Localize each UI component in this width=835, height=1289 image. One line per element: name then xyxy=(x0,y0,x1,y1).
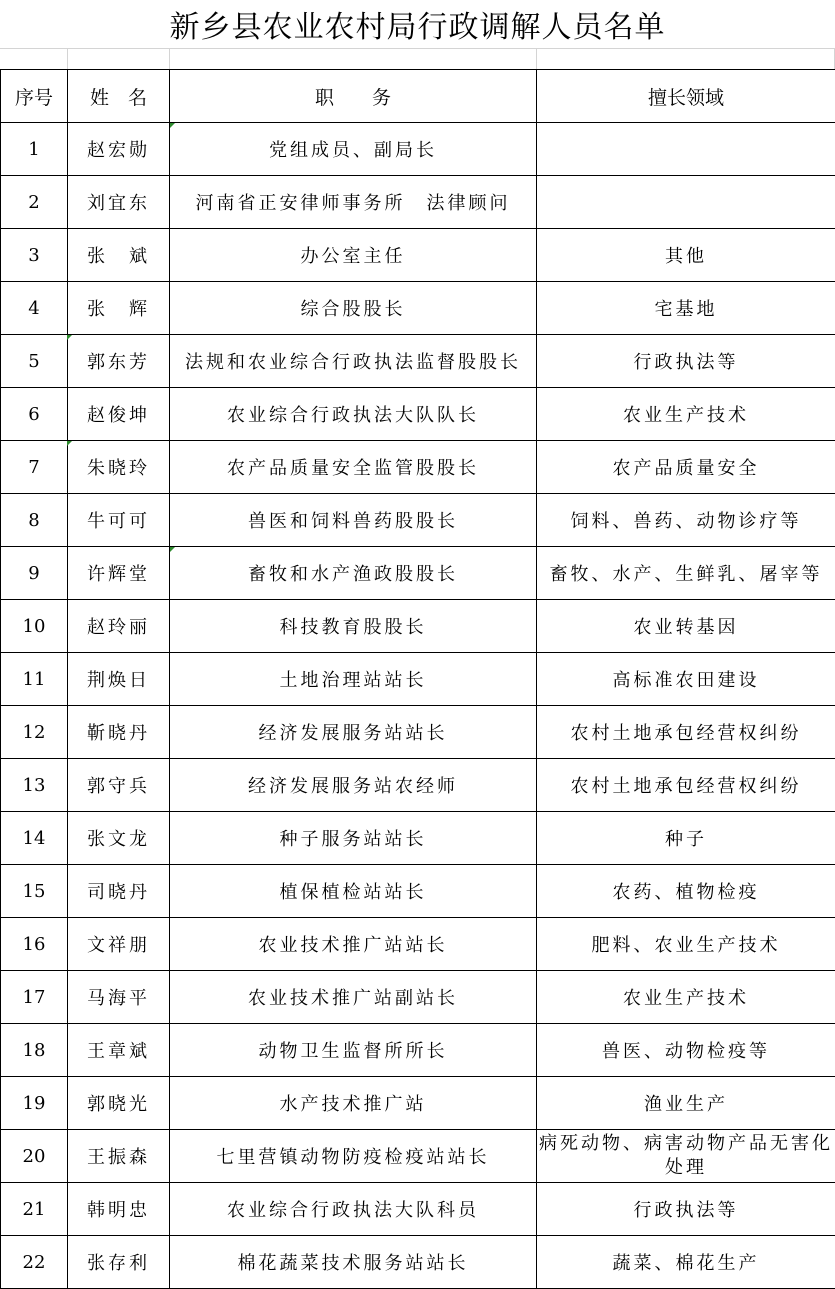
cell-seq: 14 xyxy=(1,812,68,865)
table-row xyxy=(1,229,835,282)
cell-position: 综合股股长 xyxy=(170,282,537,335)
cell-position: 办公室主任 xyxy=(170,229,537,282)
cell-seq: 16 xyxy=(1,918,68,971)
cell-expertise: 高标准农田建设 xyxy=(537,653,835,706)
header-seq: 序号 xyxy=(1,70,68,123)
table-row xyxy=(1,282,835,335)
cell-expertise: 行政执法等 xyxy=(537,335,835,388)
cell-expertise: 农药、植物检疫 xyxy=(537,865,835,918)
cell-expertise: 农业生产技术 xyxy=(537,971,835,1024)
cell-expertise: 农村土地承包经营权纠纷 xyxy=(537,759,835,812)
cell-expertise: 农业转基因 xyxy=(537,600,835,653)
cell-name: 张文龙 xyxy=(68,812,170,865)
cell-seq: 3 xyxy=(1,229,68,282)
table-row xyxy=(1,388,835,441)
cell-name: 马海平 xyxy=(68,971,170,1024)
cell-position: 经济发展服务站站长 xyxy=(170,706,537,759)
cell-position: 法规和农业综合行政执法监督股股长 xyxy=(170,335,537,388)
cell-name: 王章斌 xyxy=(68,1024,170,1077)
table-row xyxy=(1,918,835,971)
cell-seq: 11 xyxy=(1,653,68,706)
table-row xyxy=(1,865,835,918)
cell-seq: 8 xyxy=(1,494,68,547)
cell-expertise: 农产品质量安全 xyxy=(537,441,835,494)
cell-expertise: 行政执法等 xyxy=(537,1183,835,1236)
cell-position: 动物卫生监督所所长 xyxy=(170,1024,537,1077)
cell-expertise: 肥料、农业生产技术 xyxy=(537,918,835,971)
table-row xyxy=(1,1183,835,1236)
header-position: 职 务 xyxy=(170,70,537,123)
table-row xyxy=(1,1130,835,1183)
cell-position: 水产技术推广站 xyxy=(170,1077,537,1130)
cell-position: 党组成员、副局长 xyxy=(170,123,537,176)
cell-seq: 12 xyxy=(1,706,68,759)
cell-comment-marker xyxy=(170,547,175,552)
table-row xyxy=(1,1236,835,1289)
cell-seq: 6 xyxy=(1,388,68,441)
cell-name: 王振森 xyxy=(68,1130,170,1183)
cell-comment-marker xyxy=(67,441,72,446)
cell-position: 农业综合行政执法大队队长 xyxy=(170,388,537,441)
table-row xyxy=(1,123,835,176)
table-row xyxy=(1,653,835,706)
cell-seq: 21 xyxy=(1,1183,68,1236)
cell-position: 农业综合行政执法大队科员 xyxy=(170,1183,537,1236)
page-title: 新乡县农业农村局行政调解人员名单 xyxy=(169,10,666,45)
cell-seq: 19 xyxy=(1,1077,68,1130)
cell-position: 种子服务站站长 xyxy=(170,812,537,865)
table-row xyxy=(1,812,835,865)
cell-expertise: 农业生产技术 xyxy=(537,388,835,441)
cell-expertise: 病死动物、病害动物产品无害化处理 xyxy=(537,1130,835,1183)
cell-name: 张 斌 xyxy=(68,229,170,282)
table-row xyxy=(1,1024,835,1077)
cell-position: 河南省正安律师事务所 法律顾问 xyxy=(170,176,537,229)
cell-seq: 13 xyxy=(1,759,68,812)
cell-position: 兽医和饲料兽药股股长 xyxy=(170,494,537,547)
cell-position: 科技教育股股长 xyxy=(170,600,537,653)
cell-name: 靳晓丹 xyxy=(68,706,170,759)
header-expertise: 擅长领域 xyxy=(537,70,835,123)
cell-seq: 1 xyxy=(1,123,68,176)
header-name: 姓 名 xyxy=(68,70,170,123)
cell-name: 赵玲丽 xyxy=(68,600,170,653)
cell-position: 农业技术推广站副站长 xyxy=(170,971,537,1024)
table-row xyxy=(1,176,835,229)
cell-expertise xyxy=(537,123,835,176)
cell-expertise: 农村土地承包经营权纠纷 xyxy=(537,706,835,759)
cell-position: 畜牧和水产渔政股股长 xyxy=(170,547,537,600)
table-row xyxy=(1,759,835,812)
cell-name: 张 辉 xyxy=(68,282,170,335)
cell-position: 农业技术推广站站长 xyxy=(170,918,537,971)
cell-seq: 2 xyxy=(1,176,68,229)
cell-expertise: 渔业生产 xyxy=(537,1077,835,1130)
cell-seq: 9 xyxy=(1,547,68,600)
table-row xyxy=(1,441,835,494)
cell-name: 文祥朋 xyxy=(68,918,170,971)
cell-comment-marker xyxy=(67,335,72,340)
table-row xyxy=(1,706,835,759)
cell-expertise xyxy=(537,176,835,229)
cell-name: 司晓丹 xyxy=(68,865,170,918)
cell-name: 郭东芳 xyxy=(68,335,170,388)
cell-position: 植保植检站站长 xyxy=(170,865,537,918)
cell-name: 牛可可 xyxy=(68,494,170,547)
cell-comment-marker xyxy=(170,123,175,128)
table-row xyxy=(1,971,835,1024)
cell-expertise: 宅基地 xyxy=(537,282,835,335)
table-row xyxy=(1,547,835,600)
cell-seq: 18 xyxy=(1,1024,68,1077)
table-row xyxy=(1,494,835,547)
cell-seq: 20 xyxy=(1,1130,68,1183)
cell-seq: 22 xyxy=(1,1236,68,1289)
cell-seq: 4 xyxy=(1,282,68,335)
cell-name: 郭守兵 xyxy=(68,759,170,812)
cell-seq: 17 xyxy=(1,971,68,1024)
table-row xyxy=(1,1077,835,1130)
cell-position: 农产品质量安全监管股股长 xyxy=(170,441,537,494)
cell-name: 赵俊坤 xyxy=(68,388,170,441)
cell-expertise: 兽医、动物检疫等 xyxy=(537,1024,835,1077)
table-row xyxy=(1,335,835,388)
cell-position: 七里营镇动物防疫检疫站站长 xyxy=(170,1130,537,1183)
cell-name: 郭晓光 xyxy=(68,1077,170,1130)
cell-expertise: 其他 xyxy=(537,229,835,282)
cell-expertise: 种子 xyxy=(537,812,835,865)
cell-name: 荆焕日 xyxy=(68,653,170,706)
cell-name: 许辉堂 xyxy=(68,547,170,600)
cell-expertise: 饲料、兽药、动物诊疗等 xyxy=(537,494,835,547)
cell-name: 刘宜东 xyxy=(68,176,170,229)
table-row xyxy=(1,600,835,653)
cell-seq: 7 xyxy=(1,441,68,494)
cell-position: 棉花蔬菜技术服务站站长 xyxy=(170,1236,537,1289)
cell-seq: 10 xyxy=(1,600,68,653)
cell-expertise: 畜牧、水产、生鲜乳、屠宰等 xyxy=(537,547,835,600)
cell-expertise: 蔬菜、棉花生产 xyxy=(537,1236,835,1289)
cell-position: 经济发展服务站农经师 xyxy=(170,759,537,812)
cell-name: 朱晓玲 xyxy=(68,441,170,494)
table-header-row xyxy=(1,70,835,123)
mediator-roster-table xyxy=(0,69,835,1289)
cell-position: 土地治理站站长 xyxy=(170,653,537,706)
cell-name: 赵宏勋 xyxy=(68,123,170,176)
cell-seq: 5 xyxy=(1,335,68,388)
cell-name: 韩明忠 xyxy=(68,1183,170,1236)
cell-name: 张存利 xyxy=(68,1236,170,1289)
cell-seq: 15 xyxy=(1,865,68,918)
spreadsheet-blank-row xyxy=(0,48,835,70)
